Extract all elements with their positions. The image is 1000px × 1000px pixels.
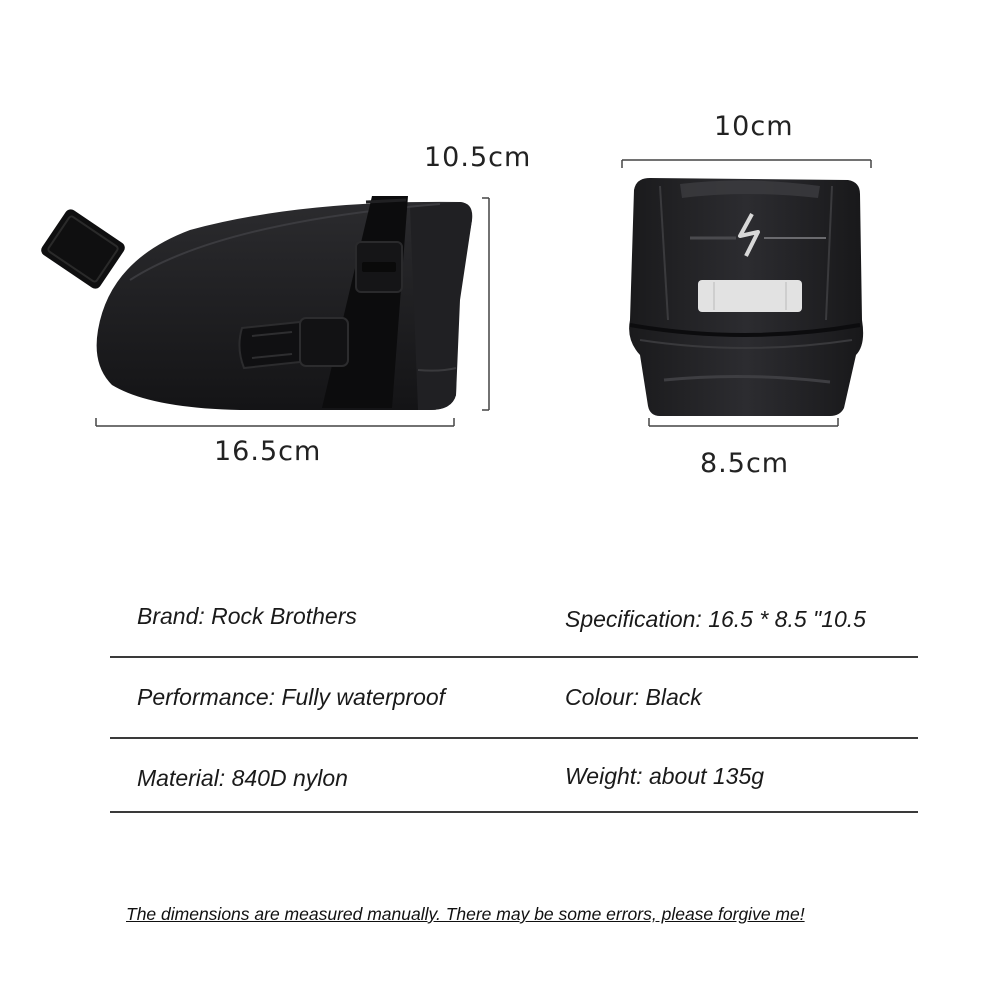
table-divider (110, 737, 918, 739)
spec-material: Material: 840D nylon (137, 765, 348, 791)
disclaimer-note: The dimensions are measured manually. There may be some errors, please forgive me! (126, 904, 805, 924)
back-bottom-width-label: 8.5cm (700, 448, 790, 479)
saddle-bag-side-view (39, 196, 472, 410)
side-length-label: 16.5cm (214, 436, 322, 467)
table-divider (110, 656, 918, 658)
side-height-label: 10.5cm (424, 142, 532, 173)
spec-weight: Weight: about 135g (565, 763, 765, 789)
spec-specification: Specification: 16.5 * 8.5 "10.5 (565, 606, 866, 632)
top-width-dimension-line (622, 160, 871, 168)
roll-top-fold (410, 202, 472, 410)
rear-pull-tab (39, 207, 127, 291)
strap-buckle (356, 242, 402, 292)
bottom-width-dimension-line (649, 418, 838, 426)
table-divider (110, 811, 918, 813)
length-dimension-line (96, 418, 454, 426)
spec-brand: Brand: Rock Brothers (137, 603, 357, 629)
spec-colour: Colour: Black (565, 684, 702, 710)
back-top-width-label: 10cm (714, 111, 794, 142)
height-dimension-line (482, 198, 489, 410)
saddle-bag-back-view (629, 178, 863, 416)
spec-performance: Performance: Fully waterproof (137, 684, 446, 710)
